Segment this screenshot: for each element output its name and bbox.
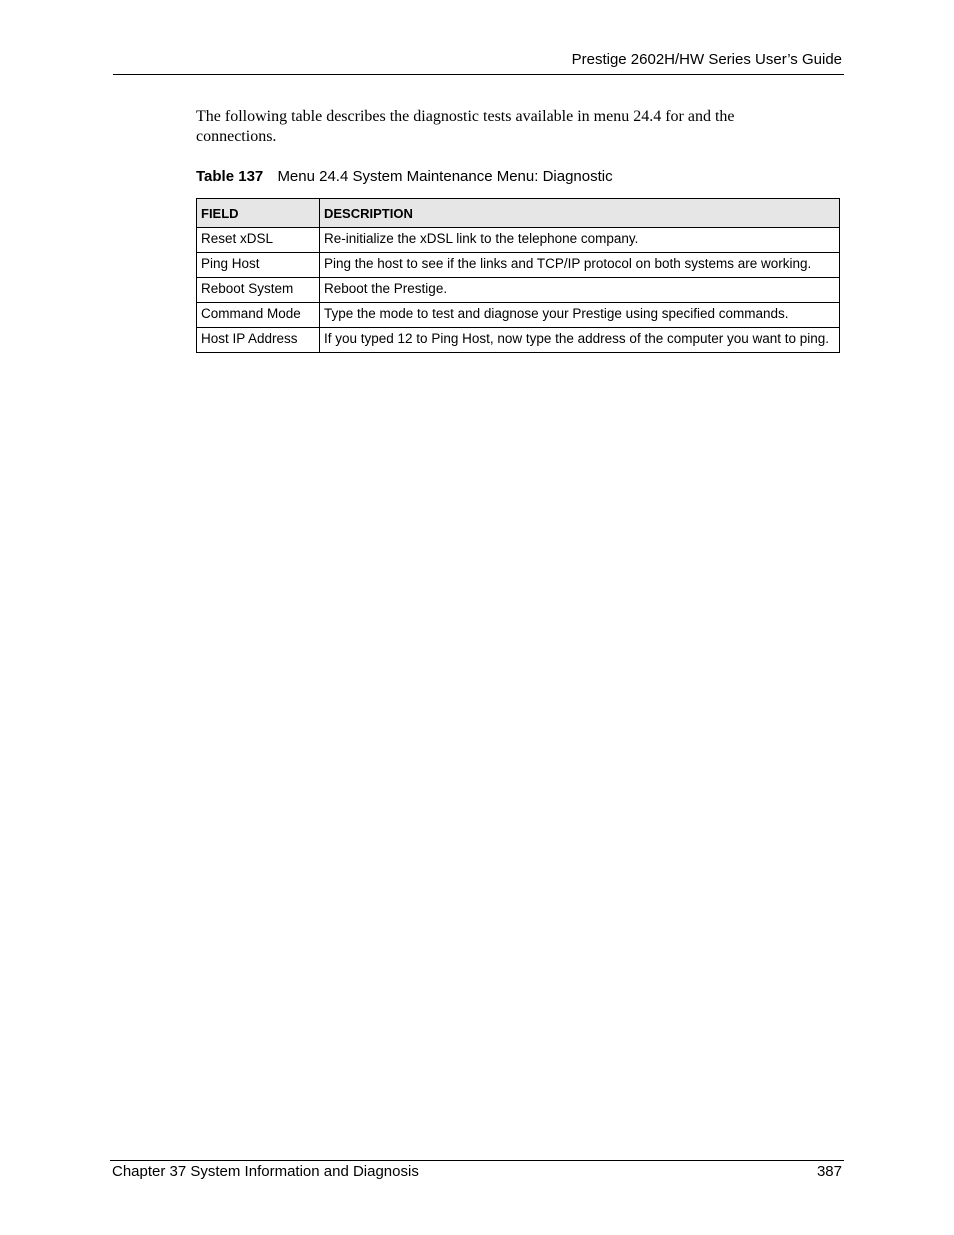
description-cell: Reboot the Prestige. xyxy=(320,278,840,303)
table-caption-text: Menu 24.4 System Maintenance Menu: Diagnostic xyxy=(277,168,613,185)
table-header-row xyxy=(197,199,840,228)
description-cell: If you typed 12 to Ping Host, now type the address of the computer you want to ping. xyxy=(320,328,840,353)
header-title: Prestige 2602H/HW Series User’s Guide xyxy=(571,51,842,68)
field-cell: Reset xDSL xyxy=(197,228,320,253)
field-cell: Reboot System xyxy=(197,278,320,303)
table-row xyxy=(197,303,840,328)
page-header xyxy=(113,50,844,75)
footer-page-number: 387 xyxy=(816,1163,842,1180)
footer-chapter: Chapter 37 System Information and Diagnosis xyxy=(112,1163,419,1180)
description-cell: Ping the host to see if the links and TCP/IP protocol on both systems are working. xyxy=(320,253,840,278)
description-cell: Re-initialize the xDSL link to the telephone company. xyxy=(320,228,840,253)
table-row xyxy=(197,253,840,278)
field-cell: Ping Host xyxy=(197,253,320,278)
column-header-description: DESCRIPTION xyxy=(320,199,840,228)
table-row xyxy=(197,278,840,303)
description-cell: Type the mode to test and diagnose your Prestige using specified commands. xyxy=(320,303,840,328)
diagnostic-table xyxy=(196,198,840,353)
table-row xyxy=(197,328,840,353)
field-cell: Command Mode xyxy=(197,303,320,328)
table-caption-label: Table 137 xyxy=(196,168,264,185)
intro-paragraph: The following table describes the diagnostic tests available in menu 24.4 for and the connections. xyxy=(196,108,735,145)
field-cell: Host IP Address xyxy=(197,328,320,353)
page-footer xyxy=(110,1160,844,1183)
table-row xyxy=(197,228,840,253)
column-header-field: FIELD xyxy=(197,199,320,228)
table-caption xyxy=(196,168,613,185)
